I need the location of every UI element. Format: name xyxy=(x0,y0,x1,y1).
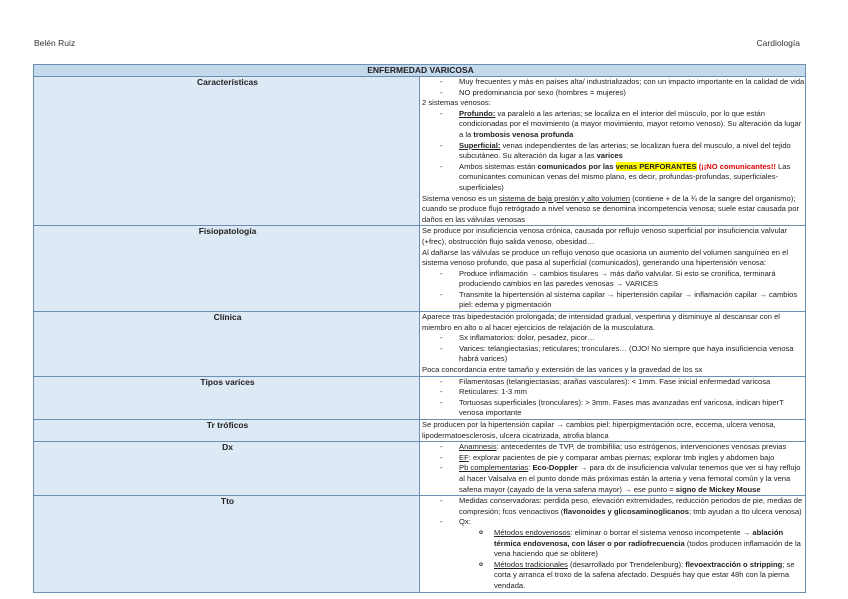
list-item: - Sx inflamatorios: dolor, pesadez, picor… xyxy=(422,333,805,344)
text: ; se corta y arranca el troxo de la safena afectado. Después hay que estar 48h con la pierna vendada. xyxy=(494,559,795,590)
subject-name: Cardiología xyxy=(756,38,800,48)
list-item: - Produce inflamación → cambios tisulares → más daño valvular. Si esto se cronifica, terminará produciendo cambios en las paredes venosas → VARICES xyxy=(422,269,805,290)
table-title: ENFERMEDAD VARICOSA xyxy=(34,65,806,77)
underlined-text: Pb complementarias xyxy=(459,463,529,473)
text: Las comunicantes comunican venas del mismo plano, es decir, profundas-profundas, superficiales-superficiales) xyxy=(459,161,791,192)
row-dx xyxy=(34,442,806,496)
list-item: - NO predominancia por sexo (hombres = mujeres) xyxy=(422,88,805,99)
underlined-text: EF xyxy=(459,452,469,462)
list-item xyxy=(422,162,805,194)
text: (contiene + de la ¾ de la sangre del organismo); cuando se produce flujo retrógrado a nivel venoso se denomina incompetencia venosa; suele estar causada por daños en las válvulas venosas xyxy=(422,193,799,224)
sub-list-item xyxy=(422,528,805,560)
row-tr-troficos xyxy=(34,420,806,442)
text: Sistema venoso es un xyxy=(422,193,499,203)
list-item: - Filamentosas (telangiectasias; arañas vasculares): < 1mm. Fase inicial enfermedad varicosa xyxy=(422,377,805,388)
row-content xyxy=(420,496,806,592)
bold-text: signo de Mickey Mouse xyxy=(675,484,761,494)
list-item xyxy=(422,442,805,453)
row-caracteristicas xyxy=(34,77,806,226)
row-label: Fisiopatología xyxy=(34,226,420,312)
row-content xyxy=(420,442,806,496)
bold-text: flavonoides y glicosaminoglicanos xyxy=(563,506,689,516)
list-item xyxy=(422,496,805,517)
bold-text: trombosis venosa profunda xyxy=(473,129,574,139)
row-label: Características xyxy=(34,77,420,226)
text: Ambos sistemas están xyxy=(459,161,538,171)
paragraph: Al dañarse las válvulas se produce un reflujo venoso que ocasiona un aumento del volumen sanguíneo en el sistema venoso profundo, que pasa al superficial (comunicados), generando una hipertensión venosa: xyxy=(422,247,789,268)
bold-text: comunicados por las xyxy=(537,161,616,171)
row-label: Tto xyxy=(34,496,420,592)
text: : antecedentes de TVP, de trombifilia; uso estrógenos, intervenciones venosas previas xyxy=(496,442,787,452)
list-item: - Varices: telangiectasias; reticulares; tronculares… (OJO! No siempre que haya insuficiencia venosa habrá varices) xyxy=(422,344,805,365)
row-tto xyxy=(34,496,806,592)
row-fisiopatologia xyxy=(34,226,806,312)
underlined-text: sistema de baja presión y alto volumen xyxy=(498,193,631,203)
term: Profundo: xyxy=(459,108,496,118)
paragraph: Se producen por la hipertensión capilar → cambios piel: hiperpigmentación ocre, eccema, ulcera venosa, lipodermatoesclerosis, ulcera cicatrizada, atrofia blanca xyxy=(422,420,776,440)
row-content xyxy=(420,376,806,419)
list-item xyxy=(422,453,805,464)
paragraph: Se produce por insuficiencia venosa crónica, causada por reflujo venoso superficial por insuficiencia valvular (+frec), obstrucción flujo salida venoso, obesidad… xyxy=(422,226,788,246)
list-item xyxy=(422,463,805,495)
text: : eliminar o borrar el sistema venoso incompetente xyxy=(570,527,743,537)
text: : explorar pacientes de pie y comparar ambas piernas; explorar tmb ingles y abdomen bajo xyxy=(468,452,775,462)
text: va paralelo a las arterias; se localiza en el interior del músculo, por lo que están condicionadas por el movimiento (a mayor movimiento, mayor retorno venoso). Su alteración da lugar a la xyxy=(459,108,802,139)
varicose-disease-table xyxy=(33,64,806,593)
row-label: Tipos varices xyxy=(34,376,420,419)
row-content xyxy=(420,226,806,312)
underlined-text: Métodos tradicionales xyxy=(494,559,568,569)
list-item xyxy=(422,141,805,162)
list-item: - Transmite la hipertensión al sistema capilar → hipertensión capilar → inflamación capilar → cambios piel: edema y pigmentación xyxy=(422,290,805,311)
underlined-text: Anamnesis xyxy=(459,442,497,452)
underlined-text: Métodos endovenosos xyxy=(494,527,571,537)
text: ; tmb ayudan a tto ulcera venosa) xyxy=(689,506,802,516)
paragraph: 2 sistemas venosos: xyxy=(422,98,491,108)
sub-list-item xyxy=(422,560,805,592)
text: (todos producen inflamación de la vena haciendo que se oblitere) xyxy=(494,538,801,559)
list-item: - Qx: xyxy=(422,517,805,528)
text: → para dx de insuficiencia valvular tenemos que ver si hay reflujo al hacer Valsalva en el punto donde más próximas están la arteria y vena femoral común y la vena safena mayor (cayado de la vena safena mayor) → ese punto = xyxy=(459,463,801,494)
list-item xyxy=(422,109,805,141)
bold-text: varices xyxy=(596,151,623,161)
list-item: - Tortuosas superficiales (tronculares): > 3mm. Fases mas avanzadas enf varicosa, indican hiperT venosa importante xyxy=(422,398,805,419)
paragraph: Aparece tras bipedestación prolongada; de intensidad gradual, vespertina y disminuye al descansar con el miembro en alto o al hacer ejercicios de relajación de la musculatura. xyxy=(422,312,780,332)
list-item: - Reticulares: 1-3 mm xyxy=(422,387,805,398)
text: Medidas conservadoras: perdida peso, elevación extremidades, reducción periodos de pie, medias de compresión; fcos venoactivos ( xyxy=(459,496,803,516)
row-label: Clínica xyxy=(34,312,420,377)
text: venas independientes de las arterias; se localizan fuera del musculo, a nivel del tejido subcutáneo. Su alteración da lugar a las xyxy=(459,140,791,161)
row-tipos-varices xyxy=(34,376,806,419)
bold-text: flevoextracción o stripping xyxy=(685,559,783,569)
author-name: Belén Ruiz xyxy=(34,38,76,48)
text: (desarrollado por Trendelenburg): xyxy=(567,559,686,569)
highlighted-text: venas PERFORANTES xyxy=(615,161,697,171)
bold-text: → ablación térmica endovenosa, con láser o por radiofrecuencia xyxy=(494,527,784,548)
row-content xyxy=(420,77,806,226)
bold-text: Eco-Doppler xyxy=(532,463,578,473)
paragraph xyxy=(422,194,805,226)
term: Superficial: xyxy=(459,140,501,150)
paragraph: Poca concordancia entre tamaño y extensión de las varices y la gravedad de los sx xyxy=(422,365,703,375)
row-label: Dx xyxy=(34,442,420,496)
text: : xyxy=(528,463,533,473)
row-label: Tr tróficos xyxy=(34,420,420,442)
warning-text: (¡¡NO comunicantes!! xyxy=(696,161,776,171)
list-item: - Muy frecuentes y más en países alta/ industrializados; con un impacto importante en la calidad de vida xyxy=(422,77,805,88)
row-clinica xyxy=(34,312,806,377)
row-content xyxy=(420,312,806,377)
row-content xyxy=(420,420,806,442)
table-title-row xyxy=(34,65,806,77)
